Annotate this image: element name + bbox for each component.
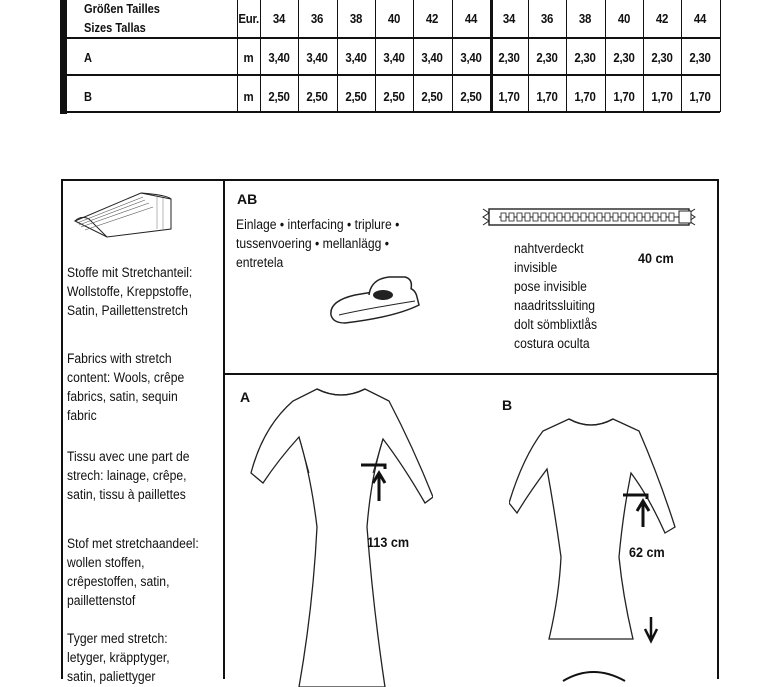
text-line: Tyger med stretch: [67, 631, 168, 646]
text-line: Wollstoffe, Kreppstoffe, [67, 284, 192, 299]
table-cell: 2,50 [383, 89, 405, 104]
table-cell: 1,70 [498, 89, 520, 104]
pattern-info-block [61, 179, 719, 684]
shape-partial-icon [559, 663, 629, 683]
text-line: wollen stoffen, [67, 555, 145, 570]
view-b-label: B [502, 397, 513, 413]
table-column-line [298, 0, 299, 112]
size-header-cell: 38 [349, 11, 363, 26]
text-line: Tissu avec une part de [67, 449, 190, 464]
text-line: Stof met stretchaandeel: [67, 536, 199, 551]
table-cell: 2,50 [345, 89, 367, 104]
size-header-cell: 44 [693, 11, 707, 26]
table-column-line [452, 0, 453, 112]
text-line: dolt sömblixtlås [514, 317, 598, 332]
zipper-tooth [501, 213, 506, 221]
table-column-line [375, 0, 376, 112]
zipper-tooth [597, 213, 602, 221]
text-line: strech: lainage, crêpe, [67, 468, 187, 483]
zipper-tooth [661, 213, 666, 221]
interfacing-text [236, 215, 399, 272]
zipper-tooth [557, 213, 562, 221]
text-line: tussenvoering • mellanlägg • [236, 236, 390, 251]
zipper-tooth [533, 213, 538, 221]
size-header-cell: 42 [655, 11, 669, 26]
row-label-b: B [84, 89, 92, 104]
fabric-de [67, 263, 192, 320]
zipper-tooth [549, 213, 554, 221]
zipper-tooth [645, 213, 650, 221]
text-line: naadritssluiting [514, 298, 596, 313]
zipper-icon [479, 201, 699, 237]
table-cell: 2,30 [536, 50, 558, 65]
zipper-tooth [573, 213, 578, 221]
zipper-tooth [589, 213, 594, 221]
text-line: pose invisible [514, 279, 587, 294]
table-column-line [413, 0, 414, 112]
size-header-cell: 40 [617, 11, 631, 26]
size-header-cell: 36 [540, 11, 554, 26]
text-line: paillettenstof [67, 593, 136, 608]
table-cell: 2,30 [498, 50, 520, 65]
table-column-line [720, 0, 721, 112]
zipper-text [514, 239, 597, 353]
text-line: satin, tissu à paillettes [67, 487, 186, 502]
fabric-nl [67, 534, 199, 610]
text-line: Stoffe mit Stretchanteil: [67, 265, 193, 280]
size-header-cell: 44 [464, 11, 478, 26]
view-b-length: 62 cm [629, 544, 665, 560]
text-line: Satin, Paillettenstretch [67, 303, 188, 318]
fabric-bolt-icon [71, 185, 175, 239]
table-divider [67, 37, 720, 39]
size-header-cell: 34 [502, 11, 516, 26]
zipper-tooth [637, 213, 642, 221]
text-line: Einlage • interfacing • triplure • [236, 217, 400, 232]
text-line: letyger, kräpptyger, [67, 650, 170, 665]
text-line: Fabrics with stretch [67, 351, 172, 366]
text-line: invisible [514, 260, 558, 275]
text-line: fabric [67, 408, 97, 423]
text-line: content: Wools, crêpe [67, 370, 185, 385]
size-header-cell: 38 [578, 11, 592, 26]
table-cell: 3,40 [268, 50, 290, 65]
fabric-fr [67, 447, 189, 504]
table-cell: 2,50 [268, 89, 290, 104]
size-header-line-1: Größen Tailles [84, 1, 160, 16]
zipper-tooth [653, 213, 658, 221]
zipper-tooth [525, 213, 530, 221]
notions-views-label: AB [237, 191, 258, 207]
size-table [60, 0, 720, 114]
zipper-tooth [605, 213, 610, 221]
table-cell: 2,50 [460, 89, 482, 104]
table-cell: 2,50 [306, 89, 328, 104]
table-cell: 1,70 [574, 89, 596, 104]
unit-header: Eur. [238, 11, 259, 26]
zipper-length: 40 cm [638, 250, 674, 266]
zipper-tooth [541, 213, 546, 221]
zipper-tooth [509, 213, 514, 221]
table-cell: 3,40 [306, 50, 328, 65]
zipper-tooth [629, 213, 634, 221]
fabric-en [67, 349, 184, 425]
zipper-tooth [565, 213, 570, 221]
table-cell: 2,30 [574, 50, 596, 65]
table-cell: 3,40 [460, 50, 482, 65]
size-header-cell: 42 [425, 11, 439, 26]
zipper-tooth [669, 213, 674, 221]
text-line: entretela [236, 255, 284, 270]
table-column-line [643, 0, 644, 112]
text-line: nahtverdeckt [514, 241, 584, 256]
table-column-line [260, 0, 261, 112]
table-column-line [337, 0, 338, 112]
size-header-cell: 34 [272, 11, 286, 26]
row-label-a: A [84, 50, 92, 65]
size-header-cell: 36 [310, 11, 324, 26]
fabric-sv [67, 629, 170, 686]
table-cell: 2,30 [651, 50, 673, 65]
size-header-line-2: Sizes Tallas [84, 20, 146, 35]
row-divider [225, 373, 717, 375]
view-a-label: A [240, 389, 251, 405]
column-divider [223, 181, 225, 679]
table-cell: 1,70 [536, 89, 558, 104]
table-cell: 1,70 [651, 89, 673, 104]
table-cell: 3,40 [383, 50, 405, 65]
table-column-line [528, 0, 529, 112]
table-cell: 1,70 [613, 89, 635, 104]
table-divider [67, 74, 720, 76]
table-left-bar [60, 0, 67, 114]
zipper-tooth [517, 213, 522, 221]
table-column-line [566, 0, 567, 112]
table-cell: 3,40 [421, 50, 443, 65]
table-divider [67, 111, 720, 113]
table-column-line [605, 0, 606, 112]
unit-cell: m [243, 89, 254, 104]
zipper-tooth [613, 213, 618, 221]
size-header-cell: 40 [387, 11, 401, 26]
table-cell: 2,30 [689, 50, 711, 65]
table-column-line [681, 0, 682, 112]
view-a-length: 113 cm [367, 534, 410, 550]
text-line: fabrics, satin, sequin [67, 389, 178, 404]
iron-icon [325, 271, 425, 327]
text-line: costura oculta [514, 336, 590, 351]
text-line: satin, paliettyger [67, 669, 156, 684]
table-cell: 2,50 [421, 89, 443, 104]
table-cell: 2,30 [613, 50, 635, 65]
zipper-tooth [621, 213, 626, 221]
table-cell: 3,40 [345, 50, 367, 65]
unit-cell: m [243, 50, 254, 65]
text-line: crêpestoffen, satin, [67, 574, 170, 589]
zipper-tooth [581, 213, 586, 221]
table-cell: 1,70 [689, 89, 711, 104]
